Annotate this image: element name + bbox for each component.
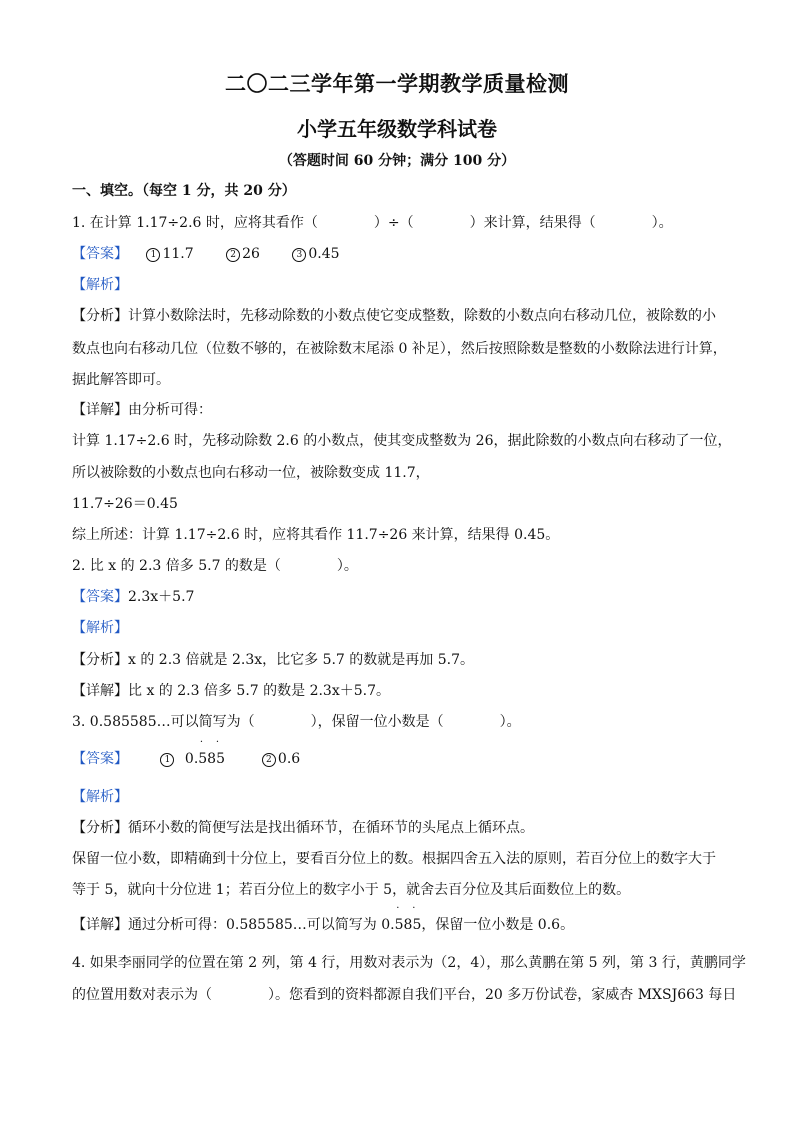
question-4-line-2: 的位置用数对表示为（ ）。您看到的资料都源自我们平台，20 多万份试卷，家威杏 MXSJ663 每日 — [72, 987, 737, 1003]
fenxi-label: 【分析】 — [72, 652, 128, 668]
fenxi-1-text-1: 计算小数除法时，先移动除数的小数点使它变成整数，除数的小数点向右移动几位，被除数的小 — [128, 308, 716, 324]
circled-number-1: 1 — [160, 753, 174, 767]
detail-1-line-4: 综上所述：计算 1.17÷2.6 时，应将其看作 11.7÷26 来计算，结果得 0.45。 — [72, 527, 560, 543]
repeating-decimal-prefix: 0. — [184, 751, 199, 767]
repeating-decimal-prefix: 0. — [381, 917, 395, 933]
question-3: 3. 0.585585…可以简写为（ ），保留一位小数是（ ）。 — [72, 714, 521, 730]
xiangjie-3 — [72, 903, 732, 935]
xiangjie-1 — [72, 400, 732, 420]
xiangjie-3-post: ，保留一位小数是 0.6。 — [421, 917, 575, 933]
analysis-label-2: 【解析】 — [72, 620, 128, 636]
repeating-decimal-digits: 585 — [198, 751, 225, 767]
answer-label: 【答案】 — [72, 751, 128, 767]
xiangjie-3-pre: 通过分析可得：0.585585…可以简写为 — [128, 917, 377, 933]
exam-subtitle: 小学五年级数学科试卷 — [297, 117, 497, 141]
circled-number-2: 2 — [262, 753, 276, 767]
question-4-line-1: 4. 如果李丽同学的位置在第 2 列，第 4 行，用数对表示为（2，4），那么黄鹏在第 5 列，第 3 行，黄鹏同学 — [72, 955, 746, 971]
exam-info: （答题时间 60 分钟；满分 100 分） — [278, 153, 516, 169]
fenxi-1-line-1 — [72, 306, 732, 326]
xiangjie-2-text: 比 x 的 2.3 倍多 5.7 的数是 2.3x＋5.7。 — [128, 683, 391, 699]
xiangjie-1-text: 由分析可得： — [128, 402, 212, 418]
answer-label: 【答案】 — [72, 589, 128, 605]
fenxi-2-text: x 的 2.3 倍就是 2.3x，比它多 5.7 的数就是再加 5.7。 — [128, 652, 475, 668]
answer-3 — [72, 737, 732, 769]
answer-1-value-2: 26 — [242, 246, 260, 262]
analysis-label-3: 【解析】 — [72, 789, 128, 805]
question-1: 1. 在计算 1.17÷2.6 时，应将其看作（ ）÷（ ）来计算，结果得（ ）。 — [72, 215, 673, 231]
detail-1-line-1: 计算 1.17÷2.6 时，先移动除数 2.6 的小数点，使其变成整数为 26，据此除数的小数点向右移动了一位， — [72, 433, 732, 449]
xiangjie-label: 【详解】 — [72, 402, 128, 418]
fenxi-1-line-3: 据此解答即可。 — [72, 372, 170, 388]
exam-title: 二〇二三学年第一学期教学质量检测 — [225, 71, 569, 96]
fenxi-label: 【分析】 — [72, 308, 128, 324]
repeating-decimal-digits: 585 — [394, 917, 422, 933]
answer-2 — [72, 587, 732, 607]
xiangjie-2 — [72, 681, 732, 701]
answer-1-value-3: 0.45 — [308, 246, 340, 262]
repeating-decimal: 0.585 · · — [184, 737, 225, 767]
answer-label: 【答案】 — [72, 246, 128, 262]
fenxi-label: 【分析】 — [72, 820, 128, 836]
answer-1-value-1: 11.7 — [162, 246, 194, 262]
analysis-label-1: 【解析】 — [72, 277, 128, 293]
circled-number-3: 3 — [292, 248, 306, 262]
answer-1 — [72, 244, 732, 264]
answer-3-value-2: 0.6 — [277, 751, 301, 767]
detail-3-line-1: 保留一位小数，即精确到十分位上，要看百分位上的数。根据四舍五入法的原则，若百分位上的数字大于 — [72, 851, 716, 867]
detail-3-line-2: 等于 5，就向十分位进 1；若百分位上的数字小于 5，就舍去百分位及其后面数位上的数。 — [72, 882, 631, 898]
xiangjie-label: 【详解】 — [72, 917, 128, 933]
fenxi-3-text: 循环小数的简便写法是找出循环节，在循环节的头尾点上循环点。 — [128, 820, 534, 836]
circled-number-2: 2 — [226, 248, 240, 262]
detail-1-line-3: 11.7÷26＝0.45 — [72, 496, 178, 512]
fenxi-1-line-2: 数点也向右移动几位（位数不够的，在被除数末尾添 0 补足），然后按照除数是整数的小数除法进行计算， — [72, 341, 727, 357]
detail-1-line-2: 所以被除数的小数点也向右移动一位，被除数变成 11.7， — [72, 465, 430, 481]
section-heading: 一、填空。（每空 1 分，共 20 分） — [72, 183, 296, 199]
fenxi-3 — [72, 818, 732, 838]
fenxi-2 — [72, 650, 732, 670]
circled-number-1: 1 — [146, 248, 160, 262]
xiangjie-label: 【详解】 — [72, 683, 128, 699]
repeating-decimal-inline: 0.585 · · — [381, 903, 422, 933]
answer-2-value: 2.3x＋5.7 — [128, 589, 195, 605]
question-2: 2. 比 x 的 2.3 倍多 5.7 的数是（ ）。 — [72, 558, 358, 574]
